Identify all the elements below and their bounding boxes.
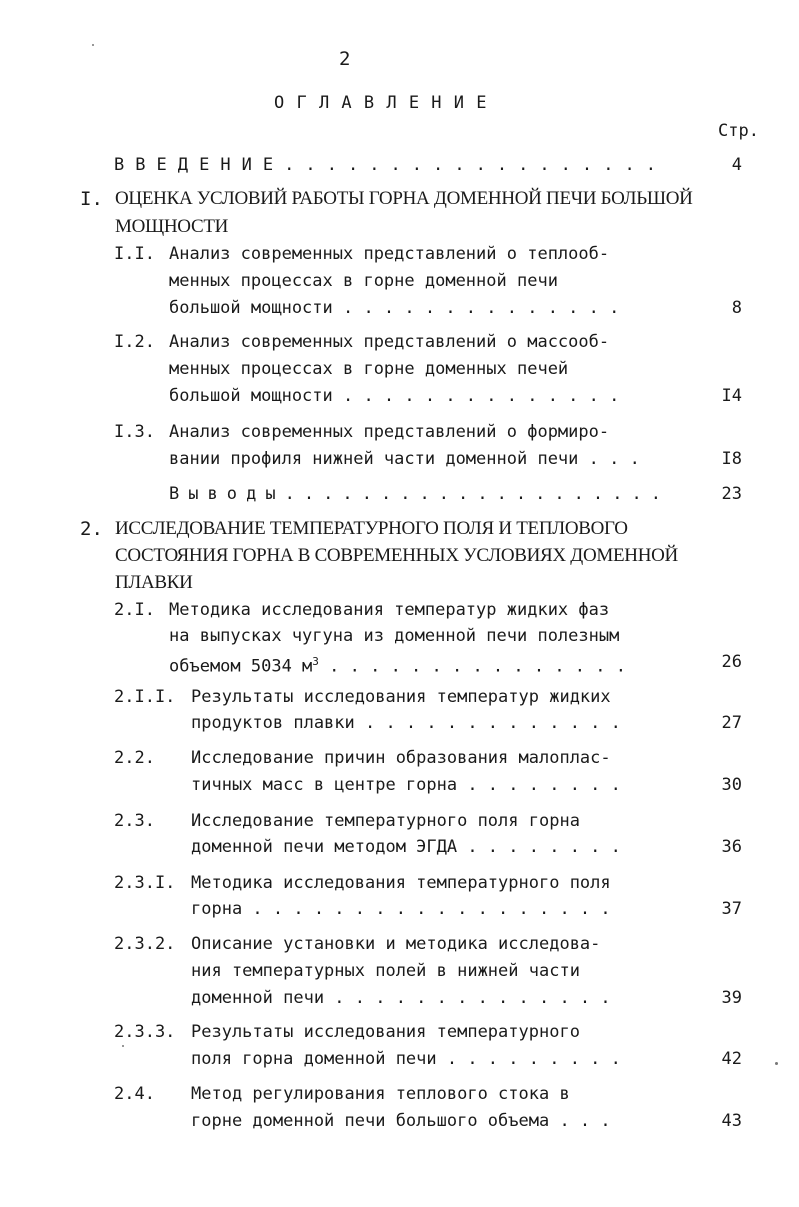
section-number: 2.3.3.: [114, 1022, 176, 1042]
page-ref: I4: [721, 386, 742, 406]
leader-dots: . . . . . . . . . . . . . . .: [318, 656, 626, 677]
section-title-line: ния температурных полей в нижней части: [191, 961, 580, 981]
section-title-line: Результаты исследования температур жидких: [191, 687, 611, 707]
section-title-line: продуктов плавки . . . . . . . . . . . . .: [191, 713, 621, 733]
page-column-header: Стр.: [718, 121, 759, 141]
section-title-line: Метод регулирования теплового стока в: [191, 1084, 570, 1104]
page-ref: 30: [721, 775, 742, 795]
chapter-title-line: МОЩНОСТИ: [115, 216, 229, 237]
section-title-line: поля горна доменной печи . . . . . . . . .: [191, 1049, 621, 1069]
page-ref: 26: [721, 652, 742, 672]
section-title-line: на выпусках чугуна из доменной печи полезным: [169, 626, 620, 646]
section-number: I.2.: [114, 332, 155, 352]
section-number: 2.I.I.: [114, 687, 176, 707]
section-number: 2.2.: [114, 748, 155, 768]
section-title-line: менных процессах в горне доменной печи: [169, 271, 558, 291]
scan-speck: [122, 1045, 124, 1047]
section-title-line: горна . . . . . . . . . . . . . . . . . .: [191, 899, 611, 919]
chapter-title-line: ОЦЕНКА УСЛОВИЙ РАБОТЫ ГОРНА ДОМЕННОЙ ПЕЧИ БОЛЬШОЙ: [115, 188, 693, 209]
section-number: 2.3.I.: [114, 873, 176, 893]
toc-title: О Г Л А В Л Е Н И Е: [274, 93, 488, 113]
section-number: I.3.: [114, 422, 155, 442]
page-number: 2: [339, 48, 351, 70]
section-title-line: Анализ современных представлений о массооб-: [169, 332, 610, 352]
page-ref: 42: [721, 1049, 742, 1069]
section-number: 2.I.: [114, 600, 155, 620]
chapter-title-line: СОСТОЯНИЯ ГОРНА В СОВРЕМЕННЫХ УСЛОВИЯХ ДОМЕННОЙ: [115, 545, 678, 566]
section-title-line: Методика исследования температур жидких фаз: [169, 600, 610, 620]
scan-speck: [775, 1062, 778, 1065]
toc-entry-conclusions: В ы в о д ы . . . . . . . . . . . . . . . . . . . .: [169, 484, 661, 504]
section-title-line: [169, 656, 626, 676]
chapter-title-line: ПЛАВКИ: [115, 572, 193, 593]
section-title-line: большой мощности . . . . . . . . . . . . . .: [169, 386, 620, 406]
section-title-line: Исследование температурного поля горна: [191, 811, 580, 831]
page-ref: 23: [721, 484, 742, 504]
chapter-number: 2.: [80, 518, 103, 540]
section-title-line: Результаты исследования температурного: [191, 1022, 580, 1042]
chapter-number: I.: [80, 188, 103, 210]
page-ref: 36: [721, 837, 742, 857]
section-title-line: Методика исследования температурного поля: [191, 873, 611, 893]
section-title-line: тичных масс в центре горна . . . . . . . .: [191, 775, 621, 795]
page-ref: I8: [721, 449, 742, 469]
page-ref: 4: [731, 155, 742, 175]
section-title-line: менных процессах в горне доменных печей: [169, 359, 569, 379]
page-ref: 39: [721, 988, 742, 1008]
toc-entry-intro: В В Е Д Е Н И Е . . . . . . . . . . . . . . . . . .: [114, 155, 657, 175]
section-title-line: доменной печи методом ЭГДА . . . . . . . .: [191, 837, 621, 857]
section-title-line: большой мощности . . . . . . . . . . . . . .: [169, 298, 620, 318]
section-title-line: вании профиля нижней части доменной печи . . .: [169, 449, 640, 469]
scan-speck: [92, 44, 94, 46]
section-number: 2.3.2.: [114, 934, 176, 954]
section-title-line: Описание установки и методика исследова-: [191, 934, 601, 954]
section-number: 2.3.: [114, 811, 155, 831]
chapter-title-line: ИССЛЕДОВАНИЕ ТЕМПЕРАТУРНОГО ПОЛЯ И ТЕПЛОВОГО: [115, 518, 628, 539]
page-ref: 8: [731, 298, 742, 318]
section-title-text: объемом 5034 м: [169, 656, 313, 677]
section-number: 2.4.: [114, 1084, 155, 1104]
section-number: I.I.: [114, 244, 155, 264]
section-title-line: Исследование причин образования малоплас-: [191, 748, 611, 768]
section-title-line: доменной печи . . . . . . . . . . . . . .: [191, 988, 611, 1008]
page-ref: 27: [721, 713, 742, 733]
superscript-3: 3: [312, 655, 319, 668]
section-title-line: горне доменной печи большого объема . . .: [191, 1111, 611, 1131]
section-title-line: Анализ современных представлений о формиро-: [169, 422, 610, 442]
section-title-line: Анализ современных представлений о теплооб-: [169, 244, 610, 264]
page-ref: 37: [721, 899, 742, 919]
page-ref: 43: [721, 1111, 742, 1131]
